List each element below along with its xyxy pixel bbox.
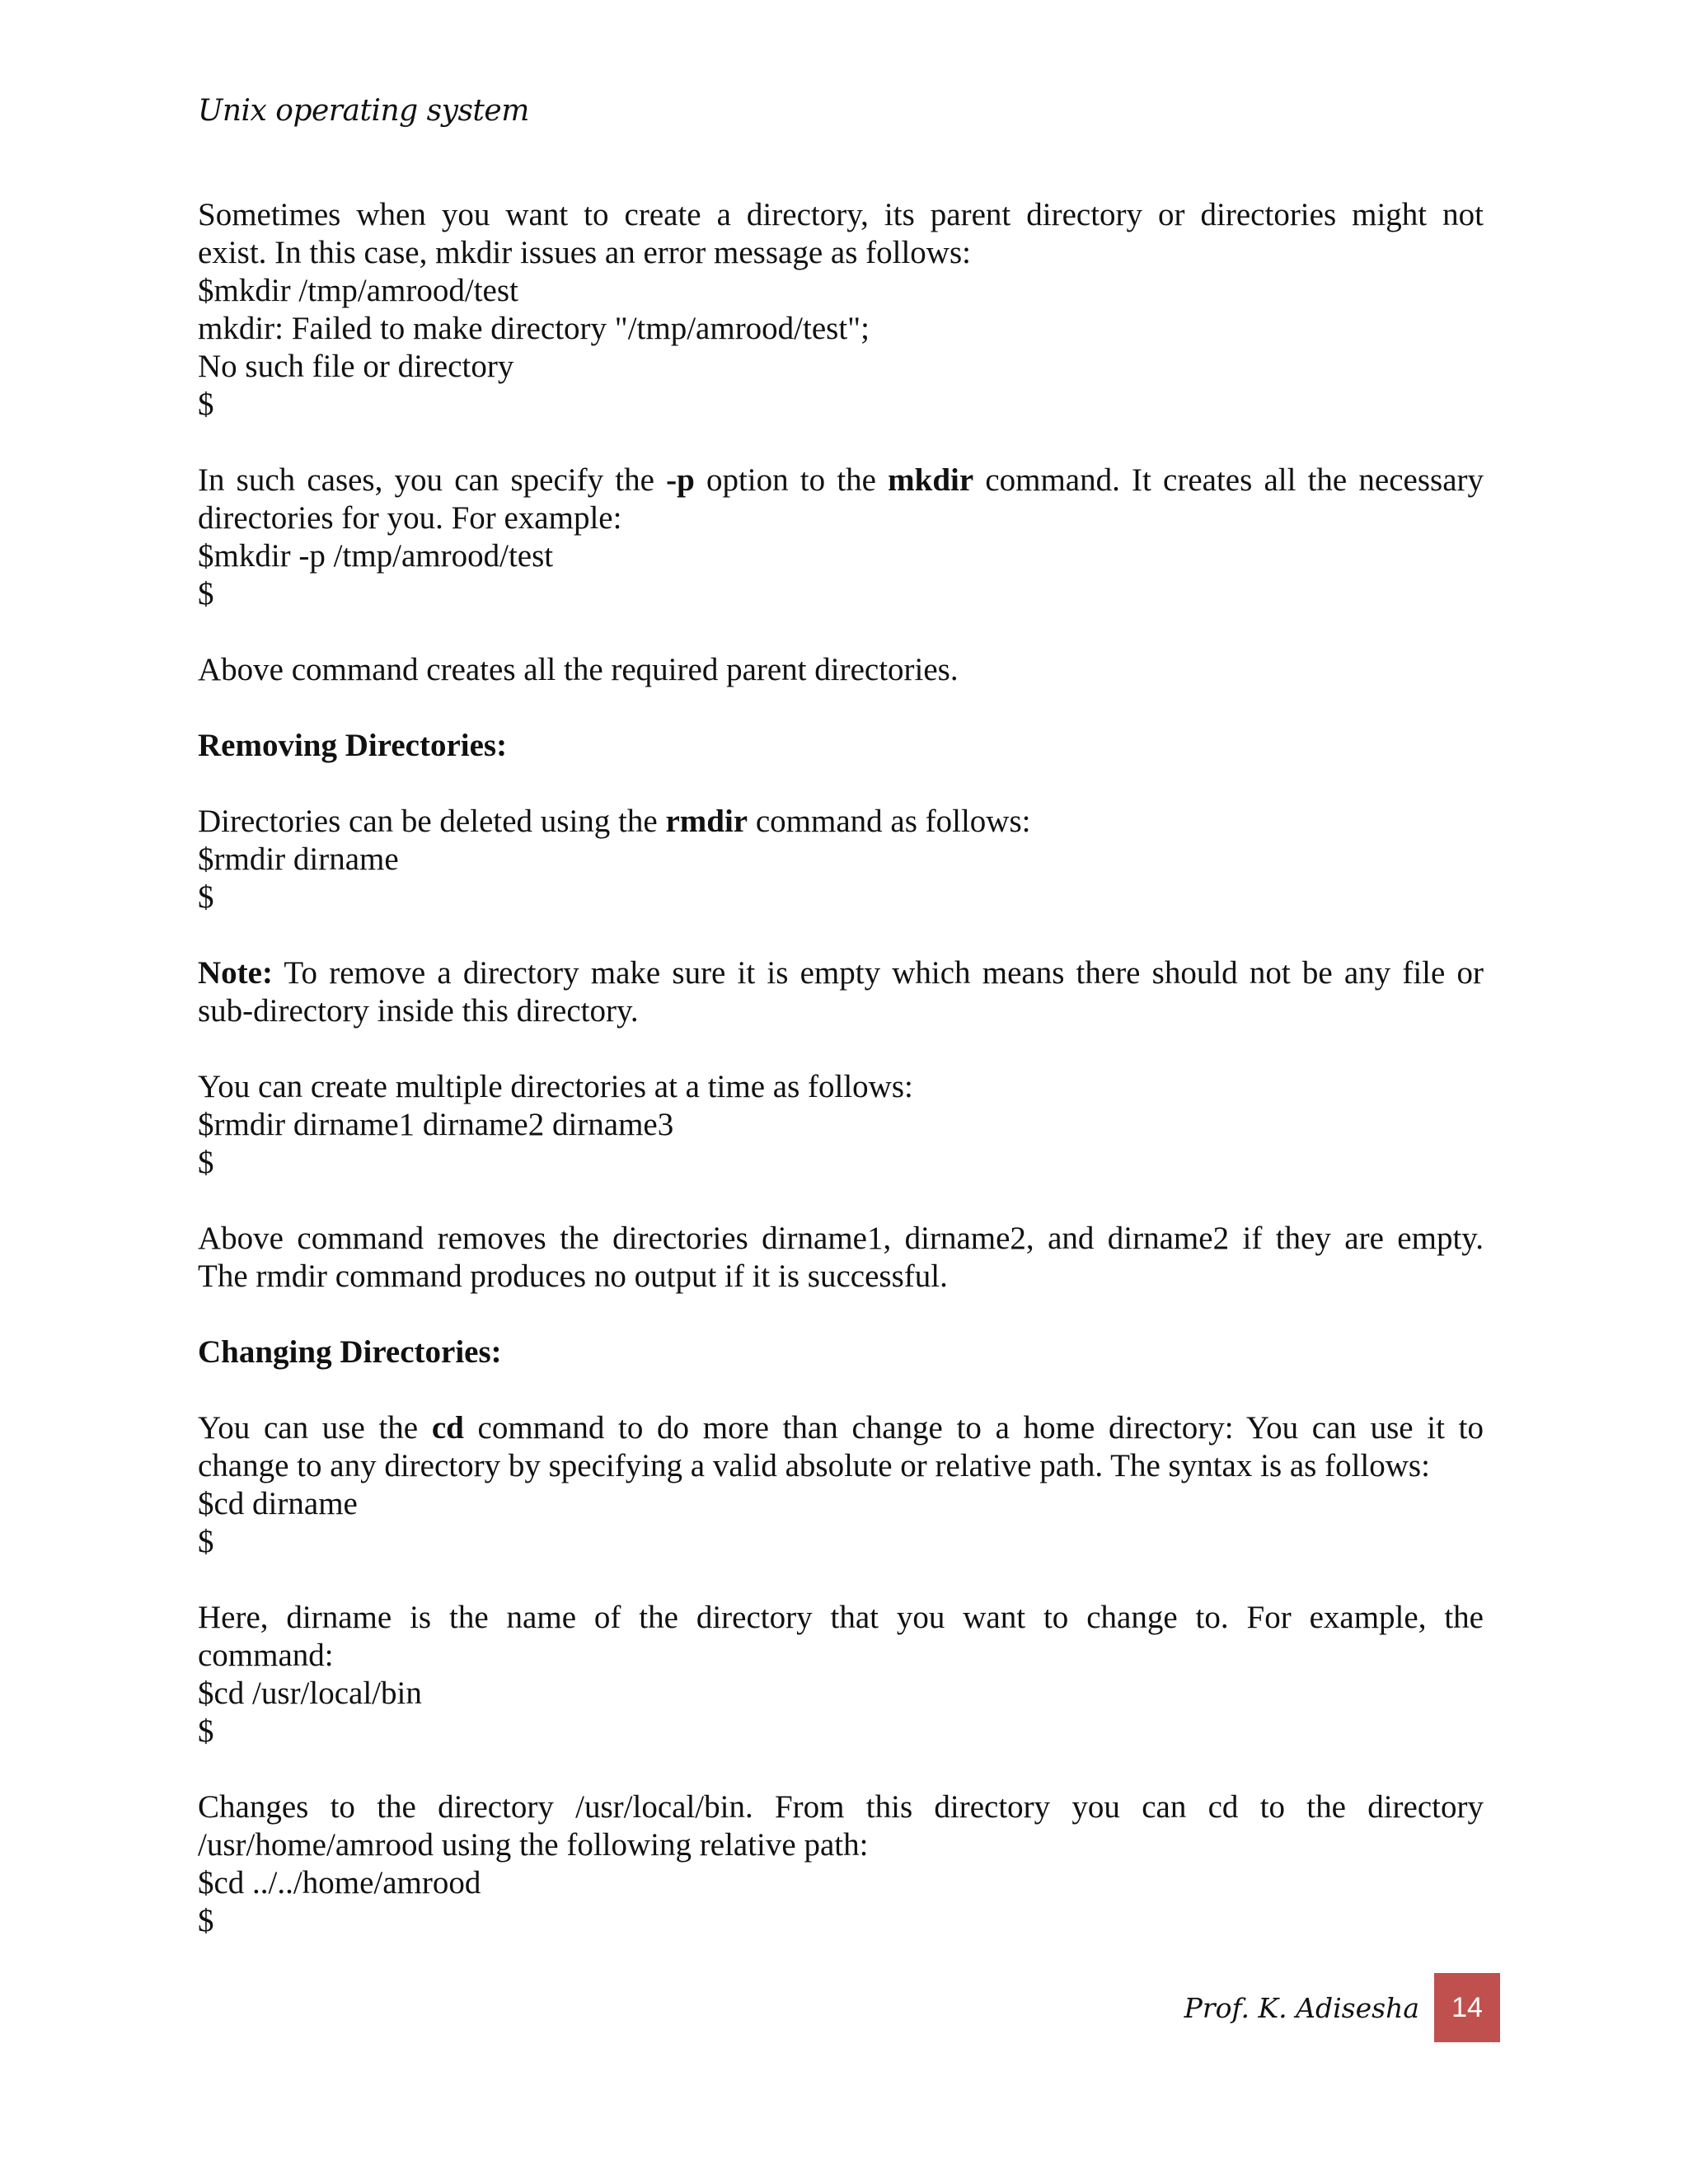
paragraph-rmdir [198,803,1484,916]
text-line [198,954,1484,992]
code-line: $ [198,387,214,422]
bold-option: -p [666,462,695,498]
paragraph-cd-relative [198,1788,1484,1940]
section-heading-removing: Removing Directories: [198,728,508,763]
text-line: sub-directory inside this directory. [198,993,639,1029]
code-line: $ [198,879,214,915]
paragraph-mkdir-error [198,196,1484,424]
page-body [198,196,1484,1978]
code-line: $mkdir -p /tmp/amrood/test [198,538,554,574]
code-line: $ [198,1713,214,1749]
code-line: $ [198,1145,214,1180]
text-run: command. It creates all the necessary [973,462,1484,498]
text-line: Above command creates all the required parent directories. [198,652,959,687]
text-line: exist. In this case, mkdir issues an error message as follows: [198,235,971,270]
running-header: Unix operating system [198,94,529,128]
paragraph-rmdir-multi-note [198,1220,1484,1296]
text-line: Above command removes the directories dirname1, dirname2, and dirname2 if they are empty. [198,1221,1484,1256]
text-run: In such cases, you can specify the [198,462,667,498]
text-line: change to any directory by specifying a valid absolute or relative path. The syntax is as follows: [198,1448,1430,1483]
text-run: Directories can be deleted using the [198,804,666,839]
text-line [198,462,1484,499]
text-run: To remove a directory make sure it is empty which means there should not be any file or [272,955,1484,991]
code-line: $ [198,576,214,612]
note-label: Note: [198,955,273,991]
paragraph-mkdir-p-note [198,651,1484,689]
text-line: directories for you. For example: [198,500,622,536]
code-line: $cd dirname [198,1486,358,1521]
code-line: $mkdir /tmp/amrood/test [198,273,518,308]
page-number-badge: 14 [1434,1973,1500,2042]
text-line: Here, dirname is the name of the directory that you want to change to. For example, the [198,1600,1484,1635]
code-line: No such file or directory [198,349,514,384]
code-line: $cd /usr/local/bin [198,1675,422,1711]
code-line: mkdir: Failed to make directory "/tmp/amrood/test"; [198,311,870,346]
section-heading-changing: Changing Directories: [198,1334,502,1370]
text-run: You can use the [198,1410,432,1446]
text-run: command to do more than change to a home directory: You can use it to [463,1410,1484,1446]
code-line: $cd ../../home/amrood [198,1865,481,1900]
text-line [198,803,1484,841]
text-line: The rmdir command produces no output if it is successful. [198,1258,948,1294]
text-line: command: [198,1638,334,1673]
text-line: Sometimes when you want to create a directory, its parent directory or directories might not [198,197,1484,232]
paragraph-rmdir-note [198,954,1484,1030]
paragraph-cd-example [198,1599,1484,1750]
page-footer [1184,1973,1500,2042]
code-line: $ [198,1524,214,1559]
bold-command: cd [431,1410,464,1446]
paragraph-rmdir-multi [198,1068,1484,1182]
paragraph-mkdir-p [198,462,1484,613]
paragraph-cd [198,1409,1484,1561]
bold-command: rmdir [665,804,748,839]
text-run: command as follows: [748,804,1031,839]
footer-author: Prof. K. Adisesha [1184,1991,1419,2024]
text-line: /usr/home/amrood using the following relative path: [198,1827,869,1863]
bold-command: mkdir [888,462,974,498]
code-line: $ [198,1903,214,1938]
text-run: option to the [694,462,889,498]
code-line: $rmdir dirname1 dirname2 dirname3 [198,1107,674,1142]
code-line: $rmdir dirname [198,841,399,877]
text-line [198,1409,1484,1447]
text-line: You can create multiple directories at a time as follows: [198,1069,913,1104]
text-line: Changes to the directory /usr/local/bin. From this directory you can cd to the directory [198,1789,1484,1825]
